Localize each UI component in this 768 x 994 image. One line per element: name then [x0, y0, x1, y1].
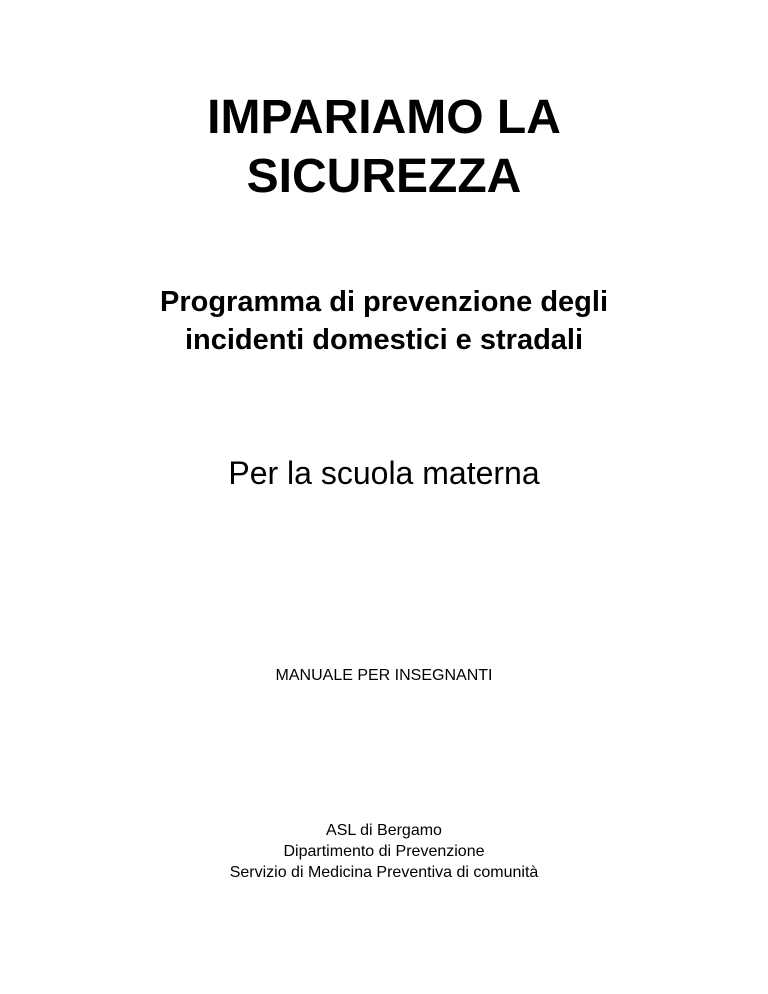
title-line-1: IMPARIAMO LA [207, 91, 561, 144]
document-title [0, 88, 768, 206]
subtitle-line-2: incidenti domestici e stradali [184, 324, 584, 356]
subtitle-line-1: Programma di prevenzione degli [160, 286, 608, 318]
target-audience: Per la scuola materna [228, 455, 540, 491]
title-line-2: SICUREZZA [246, 150, 522, 203]
organization-name: ASL di Bergamo [326, 822, 442, 839]
organization-block [0, 820, 768, 883]
document-subtitle [0, 283, 768, 359]
service-name: Servizio di Medicina Preventiva di comunità [229, 864, 539, 881]
manual-label: MANUALE PER INSEGNANTI [275, 667, 493, 684]
department-name: Dipartimento di Prevenzione [283, 843, 485, 860]
